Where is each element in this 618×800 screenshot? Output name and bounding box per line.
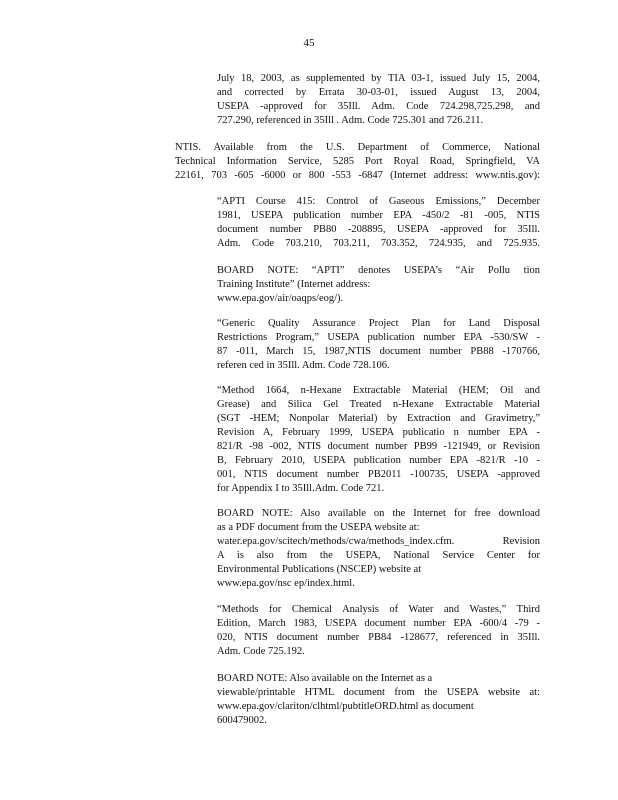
text-line: www.epa.gov/clariton/clhtml/pubtitleORD.html as document xyxy=(217,701,474,712)
text-line: 22161, 703 -605 -6000 or 800 -553 -6847 (Internet address: www.ntis.gov): xyxy=(175,170,540,181)
text-line: Revision A, February 1999, USEPA publicatio n number EPA - xyxy=(217,427,540,438)
text-line: 821/R -98 -002, NTIS document number PB99 -121949, or Revision xyxy=(217,441,540,452)
text-line: Edition, March 1983, USEPA document number EPA -600/4 -79 - xyxy=(217,618,540,629)
text-line: 1981, USEPA publication number EPA -450/2 -81 -005, NTIS xyxy=(217,210,540,221)
generic-qa-paragraph xyxy=(217,317,540,373)
text-line: NTIS. Available from the U.S. Department of Commerce, National xyxy=(175,142,540,153)
text-line: July 18, 2003, as supplemented by TIA 03-1, issued July 15, 2004, xyxy=(217,73,540,84)
text-line: for Appendix I to 35Ill.Adm. Code 721. xyxy=(217,483,385,494)
text-line: document number PB80 -208895, USEPA -approved for 35Ill. xyxy=(217,224,540,235)
methods-chemical-analysis-paragraph xyxy=(217,603,540,659)
text-line: 001, NTIS document number PB2011 -100735, USEPA -approved xyxy=(217,469,540,480)
page-number: 45 xyxy=(303,37,315,49)
tia-continued-paragraph xyxy=(217,72,540,128)
text-line: Grease) and Silica Gel Treated n-Hexane Extractable Material xyxy=(217,399,540,410)
text-line: “Methods for Chemical Analysis of Water and Wastes,” Third xyxy=(217,604,540,615)
board-note-methods-chemical-paragraph xyxy=(217,672,540,728)
text-line: referen ced in 35Ill. Adm. Code 728.106. xyxy=(217,360,390,371)
text-line: 600479002. xyxy=(217,715,267,726)
text-line: “APTI Course 415: Control of Gaseous Emissions,” December xyxy=(217,196,540,207)
board-note-method-1664-paragraph xyxy=(217,507,540,591)
text-line: 020, NTIS document number PB84 -128677, referenced in 35Ill. xyxy=(217,632,540,643)
text-line: B, February 2010, USEPA publication number EPA -821/R -10 - xyxy=(217,455,540,466)
text-line: Training Institute” (Internet address: xyxy=(217,279,371,290)
board-note-apti-paragraph xyxy=(217,264,540,306)
text-line: USEPA -approved for 35Ill. Adm. Code 724.298,725.298, and xyxy=(217,101,540,112)
text-line: 87 -011, March 15, 1987,NTIS document number PB88 -170766, xyxy=(217,346,540,357)
text-line: www.epa.gov/nsc ep/index.html. xyxy=(217,578,355,589)
text-line: Adm. Code 725.192. xyxy=(217,646,305,657)
text-line: “Generic Quality Assurance Project Plan for Land Disposal xyxy=(217,318,540,329)
method-1664-paragraph xyxy=(217,384,540,496)
text-line: Adm. Code 703.210, 703.211, 703.352, 724.935, and 725.935. xyxy=(217,238,540,249)
text-line: Restrictions Program,” USEPA publication number EPA -530/SW - xyxy=(217,332,540,343)
text-line: A is also from the USEPA, National Service Center for xyxy=(217,550,540,561)
text-line: BOARD NOTE: “APTI” denotes USEPA’s “Air Pollu tion xyxy=(217,265,540,276)
text-line: 727.290, referenced in 35Ill . Adm. Code 725.301 and 726.211. xyxy=(217,115,484,126)
text-line: BOARD NOTE: Also available on the Internet for free download xyxy=(217,508,540,519)
text-line: (SGT -HEM; Nonpolar Material) by Extraction and Gravimetry,” xyxy=(217,413,540,424)
text-line: viewable/printable HTML document from the USEPA website at: xyxy=(217,687,540,698)
ntis-heading-paragraph xyxy=(175,141,540,183)
text-line: and corrected by Errata 30-03-01, issued August 13, 2004, xyxy=(217,87,540,98)
apti-course-paragraph xyxy=(217,195,540,251)
text-line: Environmental Publications (NSCEP) website at xyxy=(217,564,422,575)
text-line: Technical Information Service, 5285 Port Royal Road, Springfield, VA xyxy=(175,156,540,167)
text-line: “Method 1664, n-Hexane Extractable Material (HEM; Oil and xyxy=(217,385,540,396)
text-line: as a PDF document from the USEPA website at: xyxy=(217,522,420,533)
text-line: BOARD NOTE: Also available on the Internet as a xyxy=(217,673,433,684)
text-line: www.epa.gov/air/oaqps/eog/). xyxy=(217,293,344,304)
text-line: water.epa.gov/scitech/methods/cwa/methods_index.cfm. Revision xyxy=(217,536,540,547)
